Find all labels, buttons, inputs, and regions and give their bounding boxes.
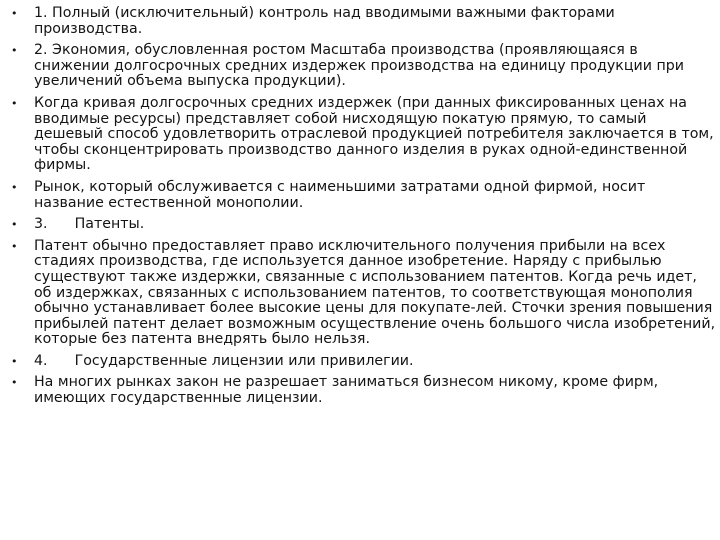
bullet-text: 2. Экономия, обусловленная ростом Масштаба производства (проявляющаяся в снижении долгосрочных средних издержек производства на единицу продукции при увеличений объема выпуска продукции). bbox=[34, 42, 684, 90]
bullet-text: На многих рынках закон не разрешает заниматься бизнесом никому, кроме фирм, имеющих государственные лицензии. bbox=[34, 374, 659, 407]
bullet-item-2 bbox=[8, 43, 716, 90]
bullet-dot-icon: • bbox=[11, 218, 18, 232]
bullet-item-3 bbox=[8, 96, 716, 174]
bullet-text: Патент обычно предоставляет право исключительного получения прибыли на всех стадиях производства, где используется данное изобретение. Наряду с прибылью существуют также издержки, связанные с использованием патентов. Когда речь идет, об издержках, связанных с использованием патентов, то соответствующая монополия обычно устанавливает более высокие цены для покупате-лей. Сточки зрения повышения прибылей патент делает возможным осуществление очень большого числа изобретений, которые без патента внедрять было нельзя. bbox=[34, 237, 716, 348]
bullet-item-4 bbox=[8, 180, 716, 211]
bullet-item-5 bbox=[8, 217, 716, 233]
bullet-text: 1. Полный (исключительный) контроль над вводимыми важными факторами производства. bbox=[34, 5, 615, 37]
bullet-text: 4. Государственные лицензии или привилегии. bbox=[34, 352, 414, 369]
bullet-dot-icon: • bbox=[11, 239, 18, 253]
bullet-text: Когда кривая долгосрочных средних издержек (при данных фиксированных ценах на вводимые ресурсы) представляет собой нисходящую покатую прямую, то самый дешевый способ удовлетворить отраслевой продукцией потребителя заключается в том, чтобы сконцентрировать производство данного изделия в руках одной-единственной фирмы. bbox=[34, 94, 714, 174]
bullet-text: 3. Патенты. bbox=[34, 216, 145, 233]
bullet-item-7 bbox=[8, 354, 716, 370]
bullet-list bbox=[8, 6, 716, 413]
bullet-dot-icon: • bbox=[11, 180, 18, 194]
bullet-item-8 bbox=[8, 375, 716, 406]
bullet-item-6 bbox=[8, 239, 716, 348]
bullet-dot-icon: • bbox=[11, 354, 18, 368]
bullet-dot-icon: • bbox=[11, 96, 18, 110]
bullet-dot-icon: • bbox=[11, 44, 18, 58]
bullet-dot-icon: • bbox=[11, 376, 18, 390]
bullet-text: Рынок, который обслуживается с наименьшими затратами одной фирмой, носит название естественной монополии. bbox=[34, 178, 646, 211]
bullet-item-1 bbox=[8, 6, 716, 37]
bullet-dot-icon: • bbox=[11, 7, 18, 20]
